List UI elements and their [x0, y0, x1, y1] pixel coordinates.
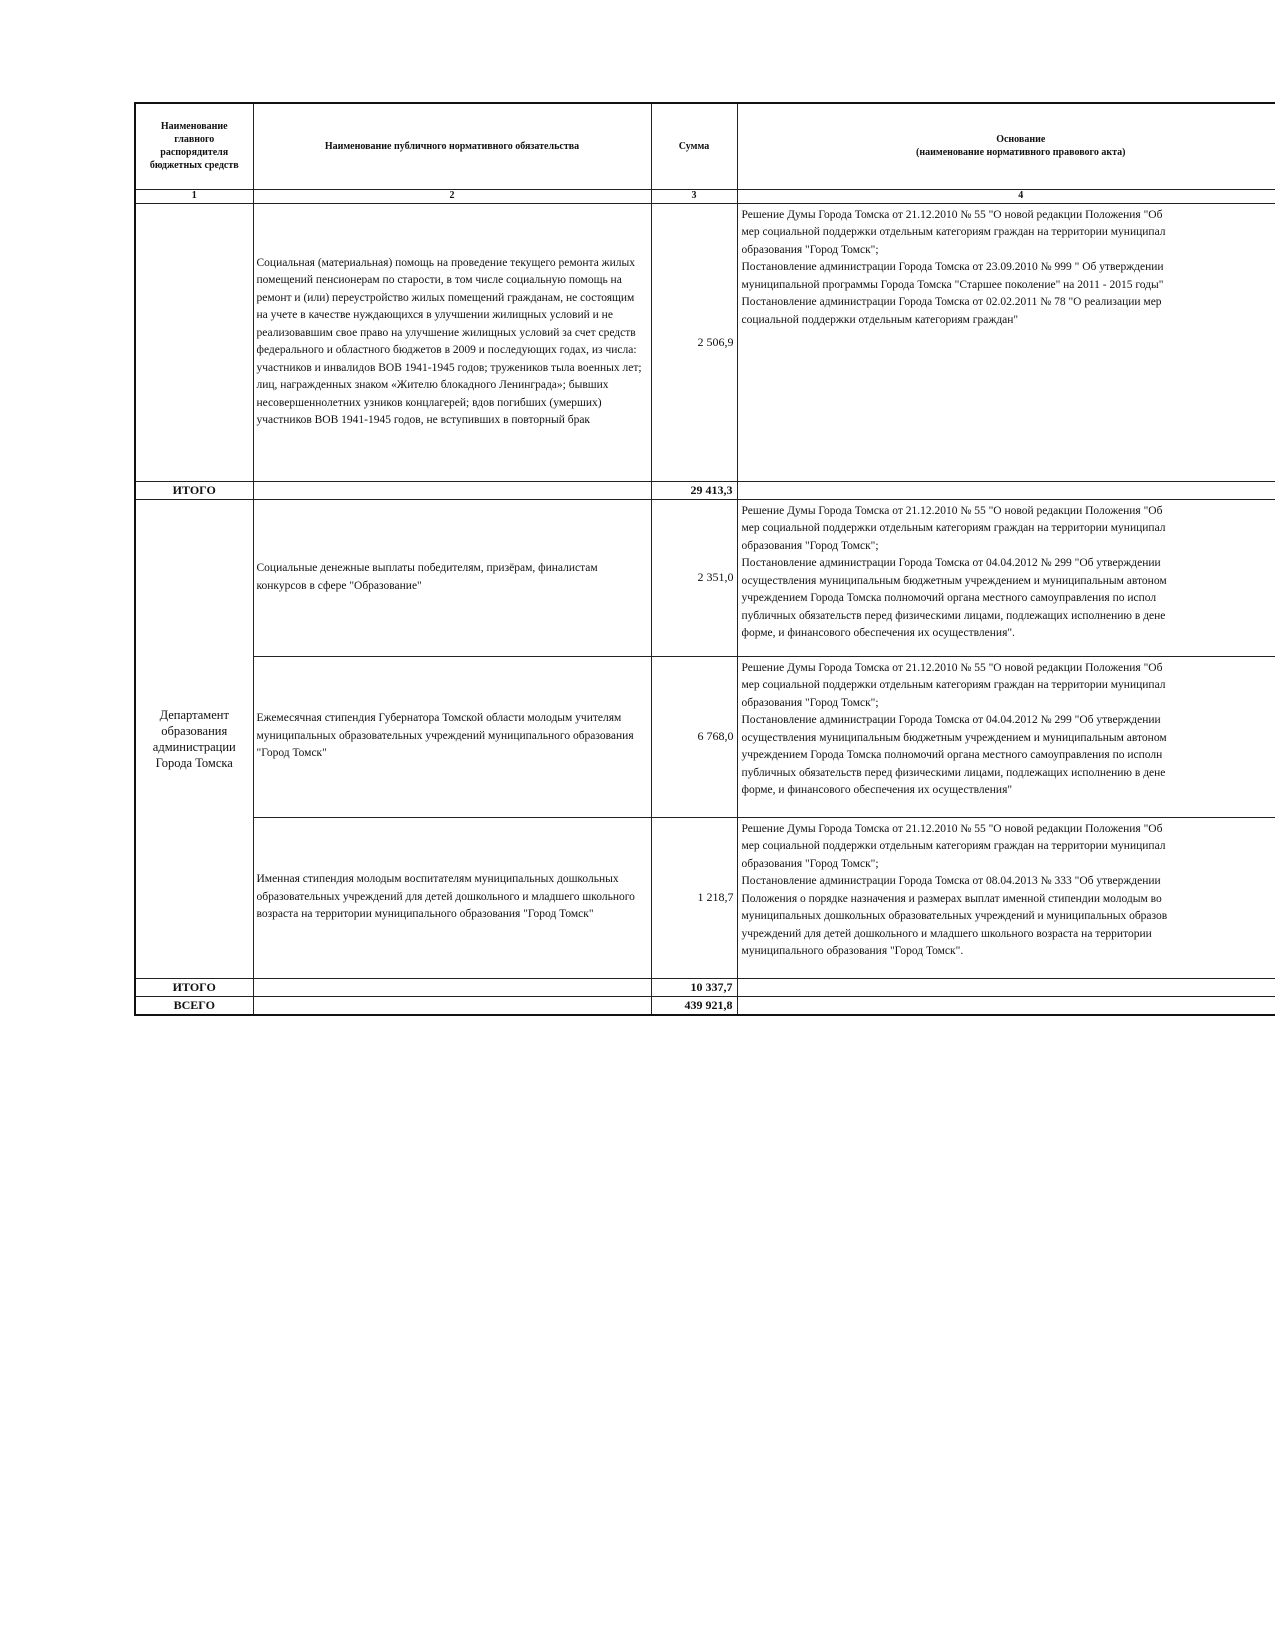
- obligation-sum: 2 506,9: [651, 203, 737, 481]
- subtotal-empty: [737, 978, 1275, 996]
- subtotal-sum: 29 413,3: [651, 481, 737, 499]
- basis-line: образования "Город Томск";: [741, 857, 879, 870]
- header-sum: Сумма: [651, 103, 737, 189]
- basis-line: образования "Город Томск";: [741, 539, 879, 552]
- obligation-sum: 1 218,7: [651, 817, 737, 978]
- table-header-row: [135, 103, 1275, 189]
- table-row: [135, 817, 1275, 978]
- basis-line: муниципальных дошкольных образовательных учреждений и муниципальных образов: [741, 910, 1168, 922]
- grand-total-empty: [253, 996, 651, 1015]
- basis-line: мер социальной поддержки отдельным категориям граждан на территории муниципал: [741, 679, 1166, 691]
- basis-line: Постановление администрации Города Томска от 02.02.2011 № 78 "О реализации мер: [741, 296, 1162, 308]
- obligation-name: Социальные денежные выплаты победителям, призёрам, финалистам конкурсов в сфере "Образование": [253, 499, 651, 656]
- obligations-table: [134, 102, 1275, 1016]
- header-basis-title: Основание: [996, 134, 1046, 146]
- obligation-basis: [737, 499, 1275, 656]
- basis-line: форме, и финансового обеспечения их осуществления": [741, 784, 1013, 796]
- obligation-name: Именная стипендия молодым воспитателям муниципальных дошкольных образовательных учреждений для детей дошкольного и младшего школьного возраста на территории муниципального образования "Город Томск": [253, 817, 651, 978]
- basis-line: осуществления муниципальным бюджетным учреждением и муниципальным автоном: [741, 731, 1167, 744]
- basis-line: мер социальной поддержки отдельным категориям граждан на территории муниципал: [741, 226, 1166, 238]
- subtotal-label: ИТОГО: [135, 481, 253, 499]
- subtotal-row: [135, 978, 1275, 996]
- obligation-name: Социальная (материальная) помощь на проведение текущего ремонта жилых помещений пенсионерам по старости, в том числе социальную помощь на ремонт и (или) переустройство жилых помещений гражданам, не состоящим на учете в качестве нуждающихся в улучшении жилищных условий и не реализовавшим свое право на улучшение жилищных условий за счет средств федерального и областного бюджетов в 2009 и последующих годах, из числа: участников и инвалидов ВОВ 1941-1945 годов; тружеников тыла военных лет; лиц, награжденных знаком «Жителю блокадного Ленинграда»; бывших несовершеннолетних узников концлагерей; вдов погибших (умерших) участников ВОВ 1941-1945 годов, не вступивших в повторный брак: [253, 203, 651, 481]
- column-number: 4: [737, 189, 1275, 203]
- basis-line: осуществления муниципальным бюджетным учреждением и муниципальным автоном: [741, 574, 1167, 587]
- subtotal-empty: [253, 978, 651, 996]
- header-basis: [737, 103, 1275, 189]
- basis-line: образования "Город Томск";: [741, 243, 879, 256]
- basis-line: Постановление администрации Города Томска от 08.04.2013 № 333 "Об утверждении: [741, 875, 1161, 887]
- obligation-basis: [737, 203, 1275, 481]
- basis-line: Решение Думы Города Томска от 21.12.2010 № 55 "О новой редакции Положения "Об: [741, 822, 1163, 835]
- basis-line: Постановление администрации Города Томска от 04.04.2012 № 299 "Об утверждении: [741, 557, 1161, 569]
- subtotal-row: [135, 481, 1275, 499]
- grand-total-empty: [737, 996, 1275, 1015]
- column-number-row: [135, 189, 1275, 203]
- distributor-cell: [135, 203, 253, 481]
- subtotal-label: ИТОГО: [135, 978, 253, 996]
- obligation-sum: 2 351,0: [651, 499, 737, 656]
- basis-line: Постановление администрации Города Томска от 04.04.2012 № 299 "Об утверждении: [741, 714, 1161, 726]
- basis-line: учреждений для детей дошкольного и младшего школьного возраста на территории: [741, 927, 1152, 940]
- grand-total-row: [135, 996, 1275, 1015]
- column-number: 3: [651, 189, 737, 203]
- basis-line: публичных обязательств перед физическими лицами, подлежащих исполнению в дене: [741, 609, 1166, 622]
- basis-line: образования "Город Томск";: [741, 696, 879, 709]
- subtotal-empty: [737, 481, 1275, 499]
- header-obligation: Наименование публичного нормативного обязательства: [253, 103, 651, 189]
- table-row: [135, 656, 1275, 817]
- basis-line: Решение Думы Города Томска от 21.12.2010 № 55 "О новой редакции Положения "Об: [741, 208, 1163, 221]
- column-number: 1: [135, 189, 253, 203]
- basis-line: Постановление администрации Города Томска от 23.09.2010 № 999 " Об утверждении: [741, 261, 1164, 273]
- basis-line: мер социальной поддержки отдельным категориям граждан на территории муниципал: [741, 522, 1166, 534]
- obligation-sum: 6 768,0: [651, 656, 737, 817]
- basis-line: Решение Думы Города Томска от 21.12.2010 № 55 "О новой редакции Положения "Об: [741, 661, 1163, 674]
- obligation-basis: [737, 817, 1275, 978]
- basis-line: мер социальной поддержки отдельным категориям граждан на территории муниципал: [741, 840, 1166, 852]
- obligation-basis: [737, 656, 1275, 817]
- basis-line: Решение Думы Города Томска от 21.12.2010 № 55 "О новой редакции Положения "Об: [741, 504, 1163, 517]
- obligation-name: Ежемесячная стипендия Губернатора Томской области молодым учителям муниципальных образовательных учреждений муниципального образования "Город Томск": [253, 656, 651, 817]
- header-basis-subtitle: (наименование нормативного правового акта): [916, 147, 1126, 159]
- basis-line: учреждением Города Томска полномочий органа местного самоуправления по исполн: [741, 749, 1163, 761]
- column-number: 2: [253, 189, 651, 203]
- distributor-name: Департамент образования администрации Города Томска: [135, 499, 253, 978]
- basis-line: форме, и финансового обеспечения их осуществления".: [741, 627, 1015, 639]
- basis-line: публичных обязательств перед физическими лицами, подлежащих исполнению в дене: [741, 766, 1166, 779]
- header-distributor: Наименование главного распорядителя бюджетных средств: [135, 103, 253, 189]
- basis-line: социальной поддержки отдельным категориям граждан": [741, 313, 1019, 326]
- basis-line: муниципального образования "Город Томск".: [741, 945, 964, 957]
- subtotal-empty: [253, 481, 651, 499]
- subtotal-sum: 10 337,7: [651, 978, 737, 996]
- grand-total-sum: 439 921,8: [651, 996, 737, 1015]
- table-row: [135, 499, 1275, 656]
- basis-line: учреждением Города Томска полномочий органа местного самоуправления по испол: [741, 592, 1157, 604]
- basis-line: Положения о порядке назначения и размерах выплат именной стипендии молодым во: [741, 892, 1162, 905]
- table-row: [135, 203, 1275, 481]
- grand-total-label: ВСЕГО: [135, 996, 253, 1015]
- basis-line: муниципальной программы Города Томска "Старшее поколение" на 2011 - 2015 годы": [741, 278, 1164, 291]
